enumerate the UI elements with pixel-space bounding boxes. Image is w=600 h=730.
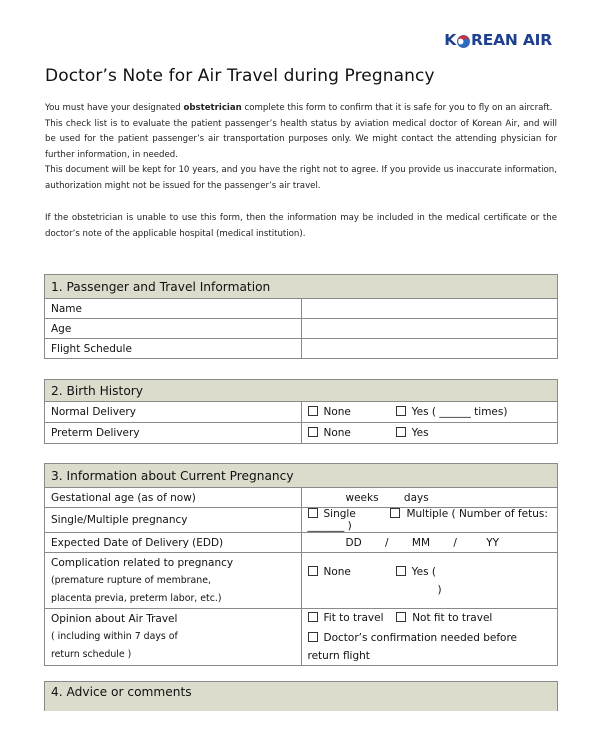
checkbox-yes[interactable] xyxy=(396,566,406,576)
checkbox-fit[interactable] xyxy=(308,612,318,622)
section-header: 3. Information about Current Pregnancy xyxy=(45,464,558,488)
logo-prefix: K xyxy=(444,31,456,49)
checkbox-single[interactable] xyxy=(308,508,318,518)
opinion-options: Fit to travel Not fit to travel Doctor’s confirmation needed before return flight xyxy=(301,609,558,666)
name-label: Name xyxy=(45,299,302,319)
korean-air-logo xyxy=(444,31,552,49)
page-title: Doctor’s Note for Air Travel during Pregnancy xyxy=(45,66,435,86)
checkbox-none[interactable] xyxy=(308,566,318,576)
preterm-delivery-options: None Yes xyxy=(301,423,558,444)
logo-suffix: REAN AIR xyxy=(471,31,552,49)
section-header: 4. Advice or comments xyxy=(44,681,558,711)
checkbox-yes[interactable] xyxy=(396,427,406,437)
checkbox-none[interactable] xyxy=(308,406,318,416)
gestational-age-field[interactable]: weeks days xyxy=(301,488,558,508)
multiple-pregnancy-label: Single/Multiple pregnancy xyxy=(45,508,302,533)
flight-schedule-field[interactable] xyxy=(301,339,558,359)
checkbox-confirmation[interactable] xyxy=(308,632,318,642)
section-header: 2. Birth History xyxy=(45,380,558,402)
section-advice-comments xyxy=(44,681,558,730)
intro-note xyxy=(45,211,557,242)
opinion-label: Opinion about Air Travel ( including within 7 days of return schedule ) xyxy=(45,609,302,666)
normal-delivery-options: None Yes ( ______ times) xyxy=(301,402,558,423)
intro-paragraph-1: You must have your designated obstetrician complete this form to confirm that it is safe for you to fly on an aircraft. xyxy=(45,103,553,113)
preterm-delivery-label: Preterm Delivery xyxy=(45,423,302,444)
checkbox-not-fit[interactable] xyxy=(396,612,406,622)
complication-options: None Yes ( ) xyxy=(301,553,558,609)
edd-field[interactable]: DD / MM / YY xyxy=(301,533,558,553)
intro-paragraph-3: This document will be kept for 10 years, and you have the right not to agree. If you provide us inaccurate information, authorization might not be issued for the passenger’s air travel. xyxy=(45,165,557,191)
checkbox-yes[interactable] xyxy=(396,406,406,416)
times-blank[interactable]: ______ xyxy=(439,406,471,418)
checkbox-none[interactable] xyxy=(308,427,318,437)
intro-paragraph-4: If the obstetrician is unable to use this form, then the information may be included in the medical certificate or the doctor’s note of the applicable hospital (medical institution). xyxy=(45,213,557,239)
name-field[interactable] xyxy=(301,299,558,319)
flight-schedule-label: Flight Schedule xyxy=(45,339,302,359)
age-label: Age xyxy=(45,319,302,339)
fetus-number-blank[interactable]: _______ xyxy=(307,520,345,532)
checkbox-multiple[interactable] xyxy=(390,508,400,518)
section-current-pregnancy xyxy=(44,463,558,666)
intro-text xyxy=(45,101,557,195)
normal-delivery-label: Normal Delivery xyxy=(45,402,302,423)
intro-paragraph-2: This check list is to evaluate the patient passenger’s health status by aviation medical doctor of Korean Air, and will be used for the patient passenger’s air transportation purposes only. We might contact the attending physician for further information, in needed. xyxy=(45,118,557,160)
multiple-pregnancy-options: Single Multiple ( Number of fetus: _______ ) xyxy=(301,508,558,533)
section-passenger-travel xyxy=(44,274,558,359)
edd-label: Expected Date of Delivery (EDD) xyxy=(45,533,302,553)
section-birth-history xyxy=(44,379,558,444)
taegeuk-icon xyxy=(457,34,470,47)
age-field[interactable] xyxy=(301,319,558,339)
gestational-age-label: Gestational age (as of now) xyxy=(45,488,302,508)
section-header: 1. Passenger and Travel Information xyxy=(45,275,558,299)
complication-label: Complication related to pregnancy (premature rupture of membrane, placenta previa, preterm labor, etc.) xyxy=(45,553,302,609)
